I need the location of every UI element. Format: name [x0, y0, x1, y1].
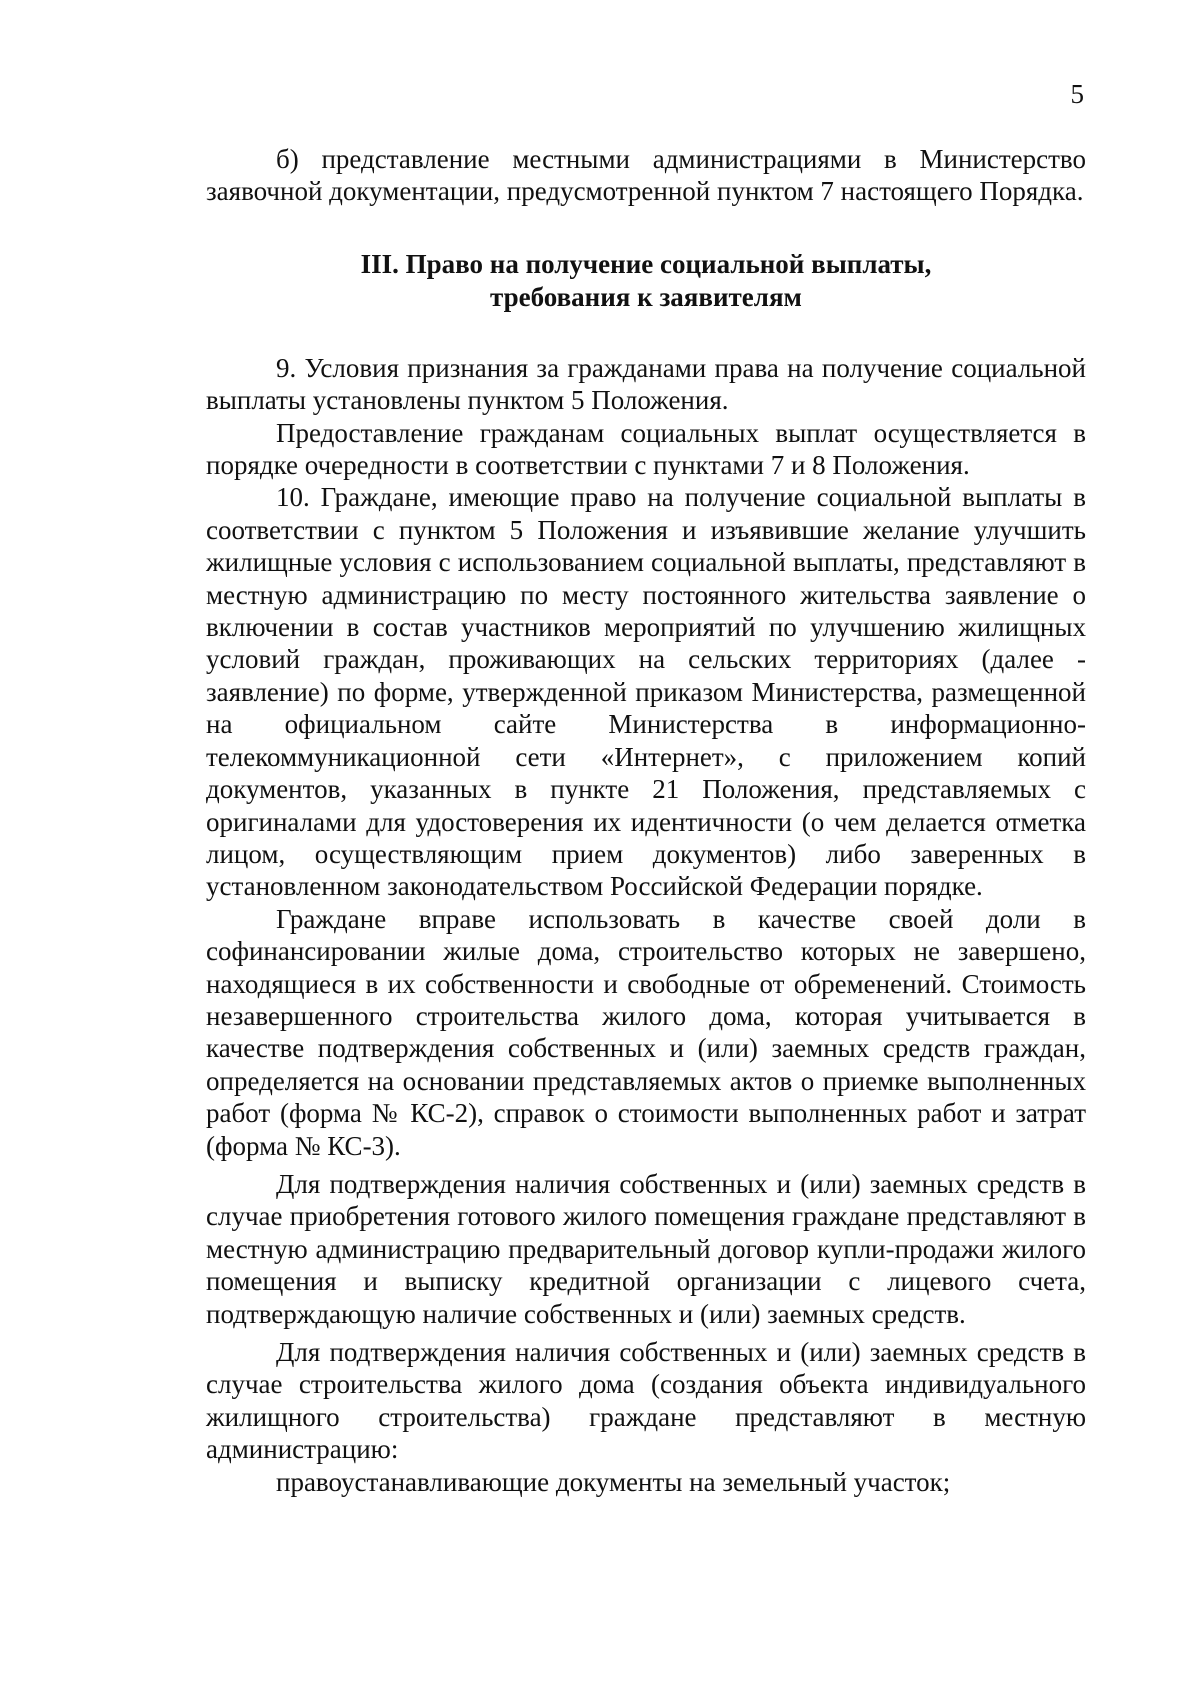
- paragraph-ready-housing: Для подтверждения наличия собственных и (или) заемных средств в случае приобретения готового жилого помещения граждане представляют в местную администрацию предварительный договор купли-продажи жилого помещения и выписку кредитной организации с лицевого счета, подтверждающую наличие собственных и (или) заемных средств.: [206, 1168, 1086, 1329]
- paragraph-queue: Предоставление гражданам социальных выплат осуществляется в порядке очередности в соответствии с пунктами 7 и 8 Положения.: [206, 417, 1086, 481]
- paragraph-land-documents: правоустанавливающие документы на земельный участок;: [276, 1466, 951, 1497]
- paragraph-10: 10. Граждане, имеющие право на получение социальной выплаты в соответствии с пунктом 5 Положения и изъявившие желание улучшить жилищные условия с использованием социальной выплаты, представляют в местную администрацию по месту постоянного жительства заявление о включении в состав участников мероприятий по улучшению жилищных условий граждан, проживающих на сельских территориях (далее - заявление) по форме, утвержденной приказом Министерства, размещенной на официальном сайте Министерства в информационно-телекоммуникационной сети «Интернет», с приложением копий документов, указанных в пункте 21 Положения, представляемых с оригиналами для удостоверения их идентичности (о чем делается отметка лицом, осуществляющим прием документов) либо заверенных в установленном законодательством Российской Федерации порядке.: [206, 482, 1086, 902]
- section-heading: [206, 248, 1086, 314]
- paragraph-house-construction: Для подтверждения наличия собственных и (или) заемных средств в случае строительства жилого дома (создания объекта индивидуального жилищного строительства) граждане представляют в местную администрацию:: [206, 1337, 1086, 1465]
- paragraph-9: 9. Условия признания за гражданами права на получение социальной выплаты установлены пунктом 5 Положения.: [206, 352, 1086, 416]
- intro-paragraph: б) представление местными администрациями в Министерство заявочной документации, предусмотренной пунктом 7 настоящего Порядка.: [206, 144, 1086, 207]
- page-number: 5: [1070, 79, 1084, 109]
- paragraph-unfinished-houses: Граждане вправе использовать в качестве своей доли в софинансировании жилые дома, строительство которых не завершено, находящиеся в их собственности и свободные от обременений. Стоимость незавершенного строительства жилого дома, которая учитывается в качестве подтверждения собственных и (или) заемных средств граждан, определяется на основании представляемых актов о приемке выполненных работ (форма № КС-2), справок о стоимости выполненных работ и затрат (форма № КС-3).: [206, 903, 1086, 1161]
- document-body: [206, 143, 1086, 1498]
- section-heading-line-1: III. Право на получение социальной выплаты,: [360, 248, 932, 279]
- section-heading-line-2: требования к заявителям: [490, 281, 802, 312]
